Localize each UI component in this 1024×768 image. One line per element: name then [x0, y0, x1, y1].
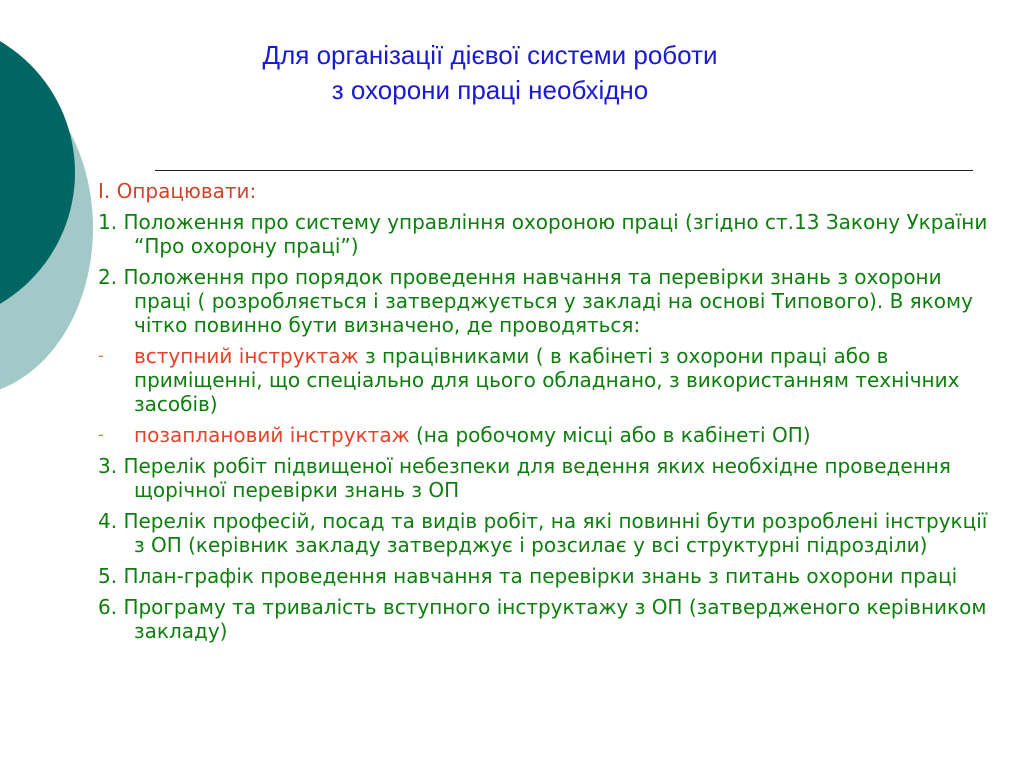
- section-heading: І. Опрацювати:: [98, 179, 257, 203]
- list-item: 3. Перелік робіт підвищеної небезпеки для ведення яких необхідне проведення щорічної перевірки знань з ОП: [98, 454, 951, 502]
- bullet-marker: -: [98, 425, 104, 444]
- bullet-text: з працівниками ( в кабінеті з охорони праці або в приміщенні, що спеціально для цього обладнано, з використанням технічних засобів): [134, 344, 960, 416]
- slide-body: [98, 179, 998, 650]
- bullet-text: (на робочому місці або в кабінеті ОП): [409, 423, 811, 447]
- bullet-item: [98, 344, 998, 416]
- bullet-item: [98, 423, 998, 447]
- list-item: 1. Положення про систему управління охороною праці (згідно ст.13 Закону України “Про охорону праці”): [98, 210, 988, 258]
- list-item: 4. Перелік професій, посад та видів робіт, на які повинні бути розроблені інструкції з ОП (керівник закладу затверджує і розсилає у всі структурні підрозділи): [98, 509, 988, 557]
- list-item: 2. Положення про порядок проведення навчання та перевірки знань з охорони праці ( розробляється і затверджується у закладі на основі Типового). В якому чітко повинно бути визначено, де проводяться:: [98, 265, 973, 337]
- title-divider: [155, 170, 973, 171]
- title-line-1: Для організації дієвої системи роботи: [262, 40, 718, 70]
- list-item: 5. План-графік проведення навчання та перевірки знань з питань охорони праці: [98, 564, 958, 588]
- bullet-highlight: позаплановий інструктаж: [134, 423, 410, 447]
- list-item: 6. Програму та тривалість вступного інструктажу з ОП (затвердженого керівником закладу): [98, 595, 987, 643]
- bullet-marker: -: [98, 346, 104, 365]
- slide-title: [150, 38, 830, 108]
- title-line-2: з охорони праці необхідно: [331, 75, 649, 105]
- bullet-highlight: вступний інструктаж: [134, 344, 359, 368]
